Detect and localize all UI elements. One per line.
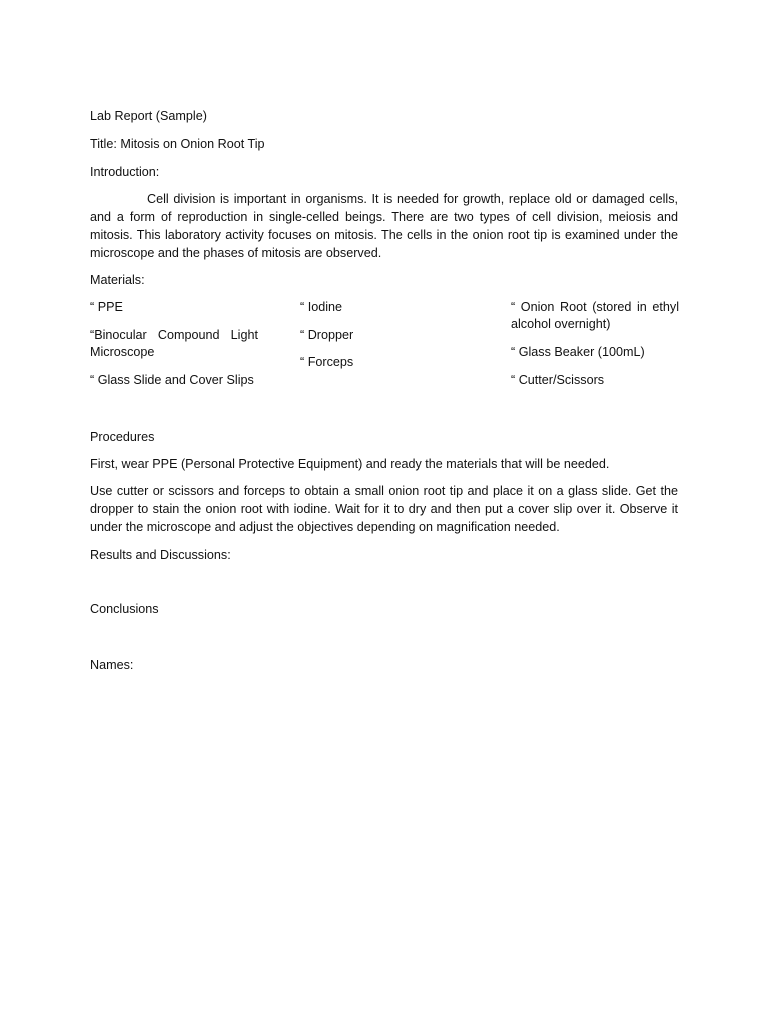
report-title: Title: Mitosis on Onion Root Tip [90,137,265,151]
material-item-microscope: “Binocular Compound Light Microscope [90,328,258,359]
material-item-onion-root: “ Onion Root (stored in ethyl alcohol overnight) [511,300,679,331]
material-item-iodine: “ Iodine [300,300,343,314]
conclusions-heading: Conclusions [90,602,159,616]
names-heading: Names: [90,658,134,672]
procedures-step-2: Use cutter or scissors and forceps to obtain a small onion root tip and place it on a glass slide. Get the dropper to stain the onion root with iodine. Wait for it to dry and then put a cover slip over it. Observe it under the microscope and adjust the objectives depending on magnification needed. [90,484,678,534]
report-label: Lab Report (Sample) [90,109,207,123]
introduction-heading: Introduction: [90,165,160,179]
introduction-paragraph: Cell division is important in organisms. It is needed for growth, replace old or damaged cells, and a form of reproduction in single-celled beings. There are two types of cell division, meiosis and mitosis. This laboratory activity focuses on mitosis. The cells in the onion root tip is examined under the microscope and the phases of mitosis are observed. [90,192,678,260]
procedures-heading: Procedures [90,430,155,444]
procedures-step-1: First, wear PPE (Personal Protective Equipment) and ready the materials that will be needed. [90,457,610,471]
material-item-dropper: “ Dropper [300,328,354,342]
materials-heading: Materials: [90,273,145,287]
material-item-forceps: “ Forceps [300,355,354,369]
material-item-glass-slide: “ Glass Slide and Cover Slips [90,373,254,387]
material-item-ppe: “ PPE [90,300,123,314]
material-item-glass-beaker: “ Glass Beaker (100mL) [511,345,645,359]
results-heading: Results and Discussions: [90,548,231,562]
material-item-cutter: “ Cutter/Scissors [511,373,605,387]
